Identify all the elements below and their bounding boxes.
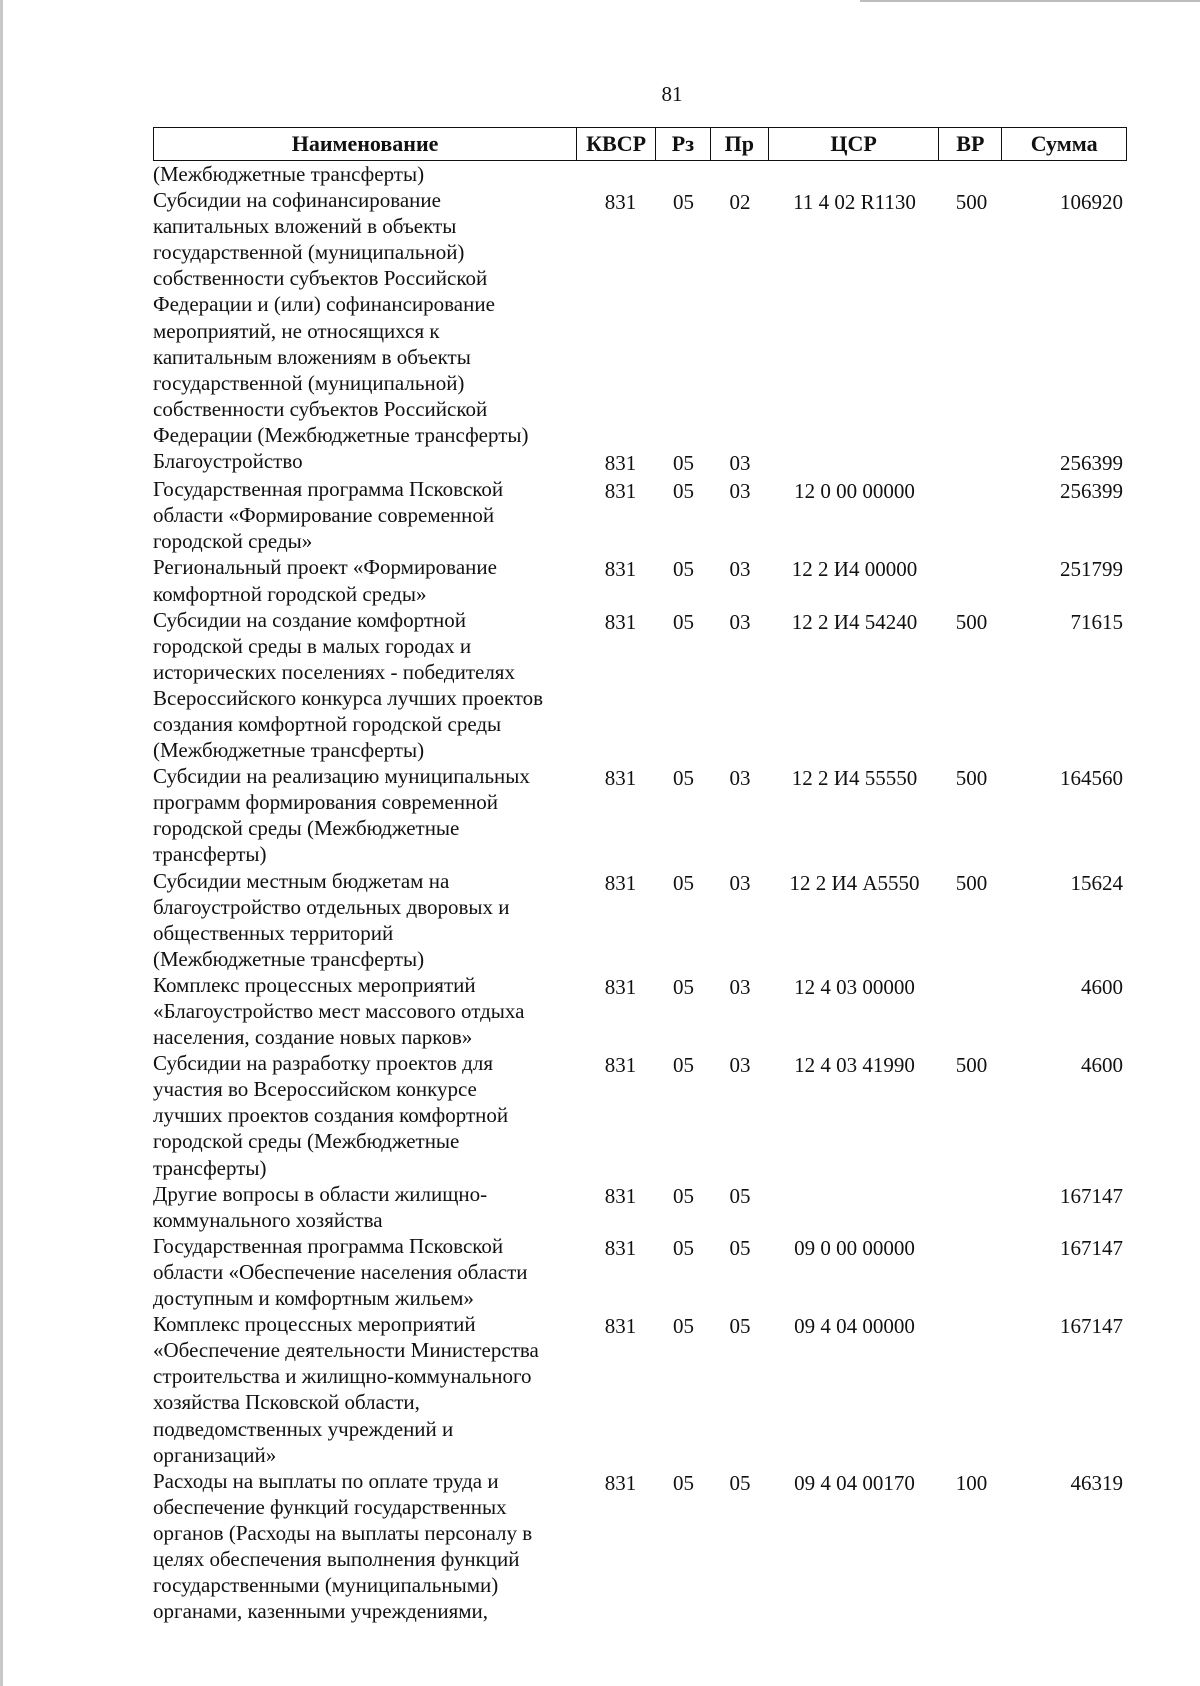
cell-csr: 12 2 И4 54240 xyxy=(791,609,918,634)
cell-kvsr: 831 xyxy=(604,766,637,791)
header-pr: Пр xyxy=(711,128,769,160)
cell-name: Субсидии местным бюджетам на благоустройство отдельных дворовых и общественных территорий (Межбюджетные трансферты) xyxy=(153,868,510,971)
cell-rz: 05 xyxy=(673,479,694,504)
cell-vr xyxy=(940,476,1003,478)
table-row xyxy=(153,448,1127,476)
cell-vr xyxy=(940,554,1003,556)
cell-csr xyxy=(769,161,940,163)
cell-kvsr: 831 xyxy=(604,609,637,634)
cell-name: Региональный проект «Формирование комфортной городской среды» xyxy=(153,555,497,606)
cell-kvsr: 831 xyxy=(604,1470,637,1495)
table-row xyxy=(153,554,1127,606)
page-number: 81 xyxy=(661,82,683,106)
cell-csr: 12 2 И4 А5550 xyxy=(789,870,920,895)
cell-vr xyxy=(940,448,1003,450)
header-kvsr: КВСР xyxy=(577,128,656,160)
cell-rz: 05 xyxy=(673,1235,694,1260)
cell-name: Расходы на выплаты по оплате труда и обеспечение функций государственных органов (Расходы на выплаты персоналу в целях обеспечения выполнения функций государственными (муниципальными) органами, казенными учреждениями, xyxy=(153,1468,533,1624)
cell-kvsr: 831 xyxy=(604,557,637,582)
cell-name: Субсидии на софинансирование капитальных вложений в объекты государственной (муниципальной) собственности субъектов Российской Федерации и (или) софинансирование мероприятий, не относящихся к капитальным вложениям в объекты государственной (муниципальной) собственности субъектов Российской Федерации (Межбюджетные трансферты) xyxy=(153,188,529,447)
cell-kvsr xyxy=(577,161,656,163)
table-body xyxy=(153,161,1127,1624)
cell-sum: 167147 xyxy=(1060,1314,1123,1339)
cell-kvsr: 831 xyxy=(604,479,637,504)
cell-kvsr: 831 xyxy=(604,1314,637,1339)
table-row xyxy=(153,161,1127,187)
cell-rz: 05 xyxy=(673,1314,694,1339)
header-csr: ЦСР xyxy=(769,128,940,160)
cell-vr xyxy=(940,1181,1003,1183)
cell-rz: 05 xyxy=(673,1183,694,1208)
cell-vr: 500 xyxy=(955,609,988,634)
header-name: Наименование xyxy=(154,128,577,160)
cell-pr: 05 xyxy=(729,1314,751,1339)
cell-sum: 46319 xyxy=(1070,1470,1123,1495)
cell-pr: 03 xyxy=(729,1053,751,1078)
scan-top-edge xyxy=(860,0,1200,2)
cell-vr: 100 xyxy=(955,1470,988,1495)
cell-pr: 05 xyxy=(729,1235,751,1260)
cell-name: Субсидии на реализацию муниципальных программ формирования современной городской среды (Межбюджетные трансферты) xyxy=(153,764,530,867)
cell-kvsr: 831 xyxy=(604,870,637,895)
cell-pr: 05 xyxy=(729,1470,751,1495)
cell-pr: 02 xyxy=(729,190,751,215)
cell-sum xyxy=(1003,161,1127,163)
table-row xyxy=(153,972,1127,1050)
cell-sum: 256399 xyxy=(1060,479,1123,504)
cell-sum: 15624 xyxy=(1070,870,1123,895)
cell-name: Другие вопросы в области жилищно- коммунального хозяйства xyxy=(153,1181,488,1232)
cell-rz: 05 xyxy=(673,557,694,582)
cell-pr: 03 xyxy=(729,870,751,895)
cell-vr xyxy=(940,1311,1003,1313)
scan-edge xyxy=(0,0,3,1686)
cell-pr: 03 xyxy=(729,766,751,791)
cell-csr: 09 4 04 00000 xyxy=(794,1314,915,1339)
table-row xyxy=(153,763,1127,867)
cell-name: Государственная программа Псковской области «Формирование современной городской среды» xyxy=(153,477,504,554)
cell-vr xyxy=(940,161,1003,163)
cell-sum: 256399 xyxy=(1060,451,1123,476)
budget-table xyxy=(153,127,1127,1624)
cell-name: Комплекс процессных мероприятий «Благоустройство мест массового отдыха населения, создание новых парков» xyxy=(153,972,525,1050)
cell-rz: 05 xyxy=(673,609,694,634)
table-row xyxy=(153,1468,1127,1625)
cell-rz: 05 xyxy=(673,974,694,999)
cell-pr: 03 xyxy=(729,557,751,582)
cell-sum: 106920 xyxy=(1060,190,1123,215)
cell-name: (Межбюджетные трансферты) xyxy=(153,162,425,186)
cell-pr: 03 xyxy=(729,974,751,999)
cell-csr: 11 4 02 R1130 xyxy=(793,190,916,215)
cell-rz: 05 xyxy=(673,870,694,895)
table-row xyxy=(153,868,1127,972)
cell-kvsr: 831 xyxy=(604,1183,637,1208)
cell-csr: 09 0 00 00000 xyxy=(794,1235,915,1260)
cell-csr: 12 2 И4 00000 xyxy=(791,557,918,582)
cell-vr: 500 xyxy=(955,766,988,791)
cell-name: Субсидии на создание комфортной городской среды в малых городах и исторических поселениях - победителях Всероссийского конкурса лучших проектов создания комфортной городской среды (Межбюджетные трансферты) xyxy=(153,607,544,763)
cell-rz: 05 xyxy=(673,1053,694,1078)
cell-vr xyxy=(940,972,1003,974)
cell-csr xyxy=(769,1181,940,1183)
cell-csr: 09 4 04 00170 xyxy=(794,1470,915,1495)
cell-pr: 05 xyxy=(729,1183,751,1208)
cell-name: Комплекс процессных мероприятий «Обеспечение деятельности Министерства строительства и жилищно-коммунального хозяйства Псковской области, подведомственных учреждений и организаций» xyxy=(153,1312,539,1467)
header-sum: Сумма xyxy=(1030,131,1098,156)
cell-sum: 251799 xyxy=(1060,557,1123,582)
cell-rz: 05 xyxy=(673,766,694,791)
header-rz: Рз xyxy=(656,128,711,160)
cell-name: Благоустройство xyxy=(153,449,303,474)
cell-pr: 03 xyxy=(729,451,751,476)
cell-sum: 71615 xyxy=(1070,609,1123,634)
cell-sum: 164560 xyxy=(1060,766,1123,791)
cell-sum: 167147 xyxy=(1060,1183,1123,1208)
cell-rz xyxy=(656,161,711,163)
cell-csr: 12 4 03 00000 xyxy=(794,974,915,999)
cell-kvsr: 831 xyxy=(604,1235,637,1260)
header-vr: ВР xyxy=(939,128,1002,160)
cell-csr: 12 4 03 41990 xyxy=(794,1053,915,1078)
cell-kvsr: 831 xyxy=(604,451,637,476)
cell-csr: 12 2 И4 55550 xyxy=(791,766,918,791)
table-header xyxy=(153,127,1127,161)
cell-vr: 500 xyxy=(955,1053,988,1078)
table-row xyxy=(153,1050,1127,1180)
table-row xyxy=(153,607,1127,764)
cell-sum: 167147 xyxy=(1060,1235,1123,1260)
table-row xyxy=(153,187,1127,448)
table-row xyxy=(153,476,1127,554)
cell-sum: 4600 xyxy=(1081,1053,1123,1078)
cell-name: Субсидии на разработку проектов для участия во Всероссийском конкурсе лучших проектов создания комфортной городской среды (Межбюджетные трансферты) xyxy=(153,1051,509,1180)
cell-rz: 05 xyxy=(673,451,694,476)
cell-rz: 05 xyxy=(673,1470,694,1495)
cell-kvsr: 831 xyxy=(604,190,637,215)
cell-csr: 12 0 00 00000 xyxy=(794,479,915,504)
table-row xyxy=(153,1233,1127,1311)
table-row xyxy=(153,1181,1127,1233)
cell-kvsr: 831 xyxy=(604,1053,637,1078)
cell-rz: 05 xyxy=(673,190,694,215)
cell-pr: 03 xyxy=(729,609,751,634)
cell-kvsr: 831 xyxy=(604,974,637,999)
cell-sum: 4600 xyxy=(1081,974,1123,999)
cell-vr: 500 xyxy=(955,190,988,215)
table-row xyxy=(153,1311,1127,1468)
cell-vr xyxy=(940,1233,1003,1235)
cell-csr xyxy=(769,448,940,450)
cell-pr xyxy=(711,161,769,163)
cell-vr: 500 xyxy=(955,870,988,895)
cell-pr: 03 xyxy=(729,479,751,504)
cell-name: Государственная программа Псковской области «Обеспечение населения области доступным и комфортным жильем» xyxy=(153,1233,528,1311)
